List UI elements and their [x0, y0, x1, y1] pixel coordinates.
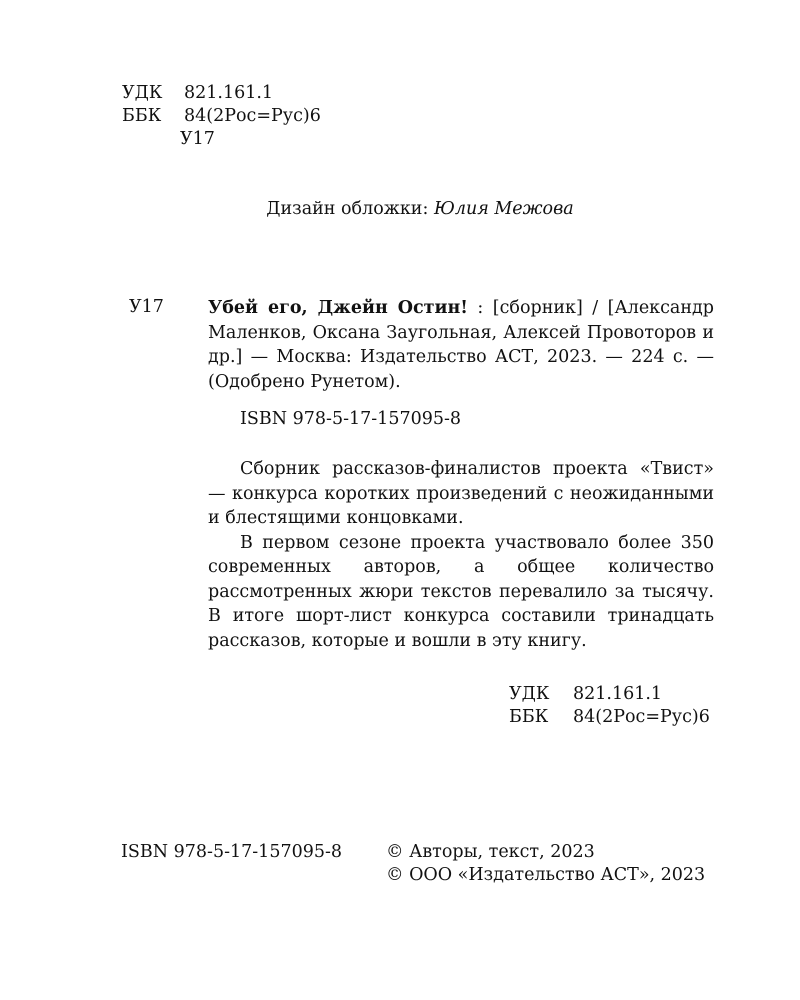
- annotation-paragraph: В первом сезоне проекта участвовало более 350 современных авторов, а общее количество рассмотренных жюри текстов перевалило за тысячу. В итоге шорт-лист конкурса составили тринадцать рассказов, которые и вошли в эту книгу.: [208, 532, 714, 651]
- copyright-publisher: © ООО «Издательство АСТ», 2023: [386, 865, 706, 885]
- annotation: [208, 457, 714, 653]
- copyright-authors: © Авторы, текст, 2023: [386, 842, 595, 862]
- record-author-mark: У17: [129, 297, 164, 317]
- bbk-label: ББК: [122, 106, 162, 126]
- bibliographic-description: : [сборник] / [Александр Маленков, Оксана Заугольная, Алексей Провоторов и др.] — Москва: Издательство АСТ, 2023. — 224 с. — (Одобрено Рунетом).: [208, 298, 714, 392]
- udk-label: УДК: [122, 83, 163, 103]
- cover-design-credit: [0, 199, 800, 219]
- bbk-value: 84(2Рос=Рус)6: [573, 707, 710, 727]
- bibliographic-record: [208, 296, 714, 394]
- annotation-paragraph: Сборник рассказов-финалистов проекта «Твист» — конкурса коротких произведений с неожиданными и блестящими концовками.: [208, 459, 714, 528]
- bbk-value: 84(2Рос=Рус)6: [184, 106, 321, 126]
- book-title: Убей его, Джейн Остин!: [208, 298, 468, 318]
- udk-value: 821.161.1: [184, 83, 274, 103]
- cover-design-label: Дизайн обложки:: [266, 199, 429, 219]
- record-isbn: ISBN 978-5-17-157095-8: [240, 409, 462, 429]
- udk-label: УДК: [509, 684, 550, 704]
- author-mark: У17: [180, 129, 215, 149]
- cover-designer-name: Юлия Межова: [433, 199, 574, 219]
- udk-value: 821.161.1: [573, 684, 663, 704]
- footer-isbn: ISBN 978-5-17-157095-8: [121, 842, 343, 862]
- bbk-label: ББК: [509, 707, 549, 727]
